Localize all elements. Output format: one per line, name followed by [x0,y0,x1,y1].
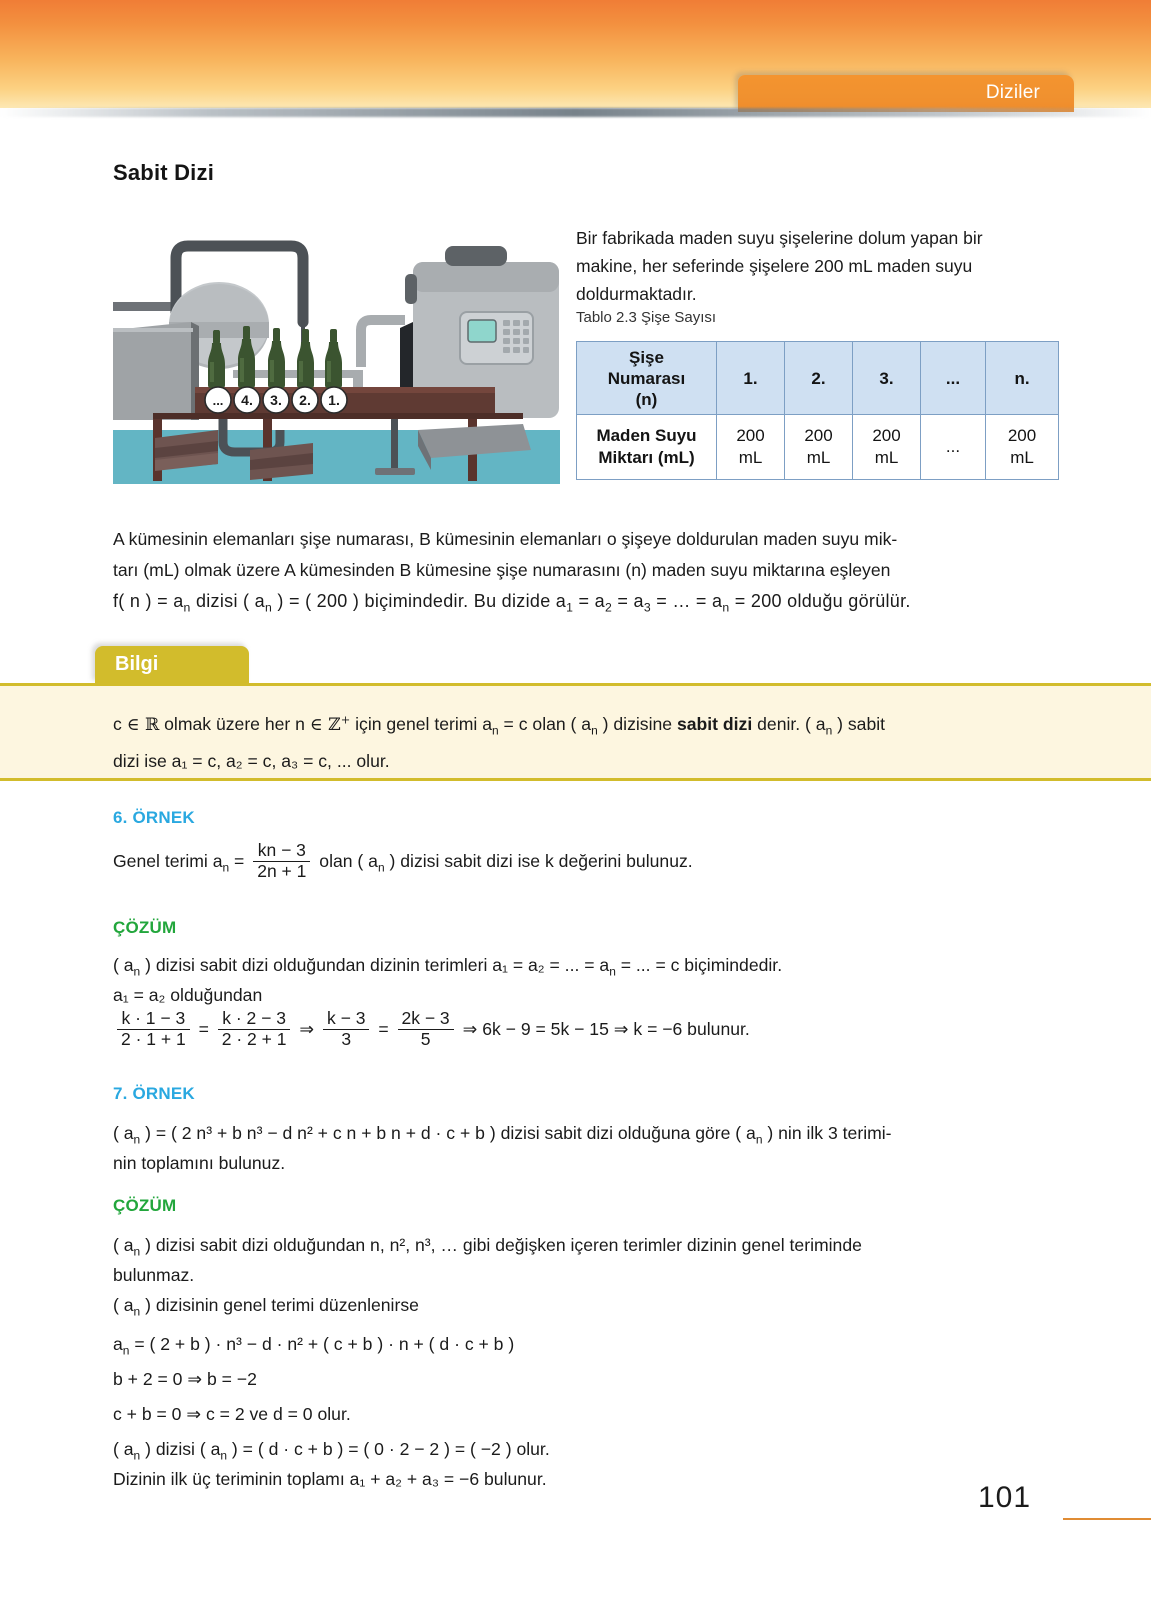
equals-sign-2: = [378,1018,389,1039]
fraction-numerator: k · 2 − 3 [222,1008,286,1028]
bilgi-frag-g: ) sabit [832,713,886,734]
table-header-value-3: 3. [853,342,921,415]
paragraph-line-2: tarı (mL) olmak üzere A kümesinden B kümesine şişe numarasını (n) maden suyu miktarına eşleyen [113,560,891,580]
q6-eq: = [229,850,250,871]
fraction-kn-3-over-2n-1 [253,841,310,881]
bilgi-text [113,704,1033,777]
cell-number: 200 [872,426,901,445]
cell-number: 200 [1007,426,1037,445]
header-shadow-divider [0,108,1151,117]
fraction-k1-3 [117,1009,190,1049]
svg-text:2.: 2. [299,392,311,408]
bilgi-tab [95,646,249,683]
header-line-1: Şişe [629,347,664,367]
fraction-denominator: 2 · 2 + 1 [218,1029,291,1050]
example-7-solution-heading: ÇÖZÜM [113,1196,177,1215]
table-header-value-1: 1. [717,342,785,415]
bilgi-tab-label: Bilgi [115,653,159,675]
s7-frag-i: ) = ( d · c + b ) = ( 0 · 2 − 2 ) = ( −2 ) olur. [227,1439,550,1459]
table-cell-value-ellipsis: ... [921,415,986,480]
table-header-value-2: 2. [785,342,853,415]
q6-suffix2: ) dizisi sabit dizi ise k değerini bulunuz. [384,850,693,871]
bilgi-box [0,683,1151,781]
table-caption: Tablo 2.3 Şişe Sayısı [576,309,717,326]
paragraph-line-1: A kümesinin elemanları şişe numarası, B kümesinin elemanları o şişeye doldurulan maden suyu mik- [113,529,898,549]
intro-paragraph: Bir fabrikada maden suyu şişelerine dolum yapan bir makine, her seferinde şişelere 200 mL maden suyu doldurmaktadır. [576,227,983,304]
example-7-heading: 7. ÖRNEK [113,1084,195,1103]
bottle-number-badges [205,387,347,413]
q7-frag-c: ) nin ilk 3 terimi- [762,1123,892,1143]
implies-sign-1: ⇒ [299,1018,315,1039]
s7-frag-b: ) dizisi sabit dizi olduğundan n, n², n³, … gibi değişken içeren terimler dizinin genel teriminde [140,1235,862,1255]
paragraph-line-3: f( n ) = $a_n$ dizisi ( $a_n$ ) = ( 200 ) biçimindedir. Bu dizide $a_1 = a_2 = a_3$ = … = $a_n = 200$ olduğu görülür. [113,591,911,615]
page-title: Sabit Dizi [113,160,215,186]
fraction-numerator: 2k − 3 [401,1008,450,1028]
bilgi-frag-e: ) dizisine [597,713,677,734]
cell-number: 200 [804,426,833,445]
bilgi-frag-a: c [113,713,127,734]
bilgi-frag-f: denir. ( a [752,713,826,734]
table-cell-value-n [986,415,1059,480]
factory-illustration [113,202,560,484]
example-7-solution-line-5: b + 2 = 0 ⇒ b = −2 [113,1369,257,1389]
formula-tail: = 200 olduğu görülür. [729,591,911,611]
q6-sub: n [222,860,230,875]
q6-prefix: Genel terimi a [113,850,223,871]
formula-prefix: f( n ) = a [113,591,184,611]
fraction-denominator: 5 [398,1029,454,1050]
example-7-solution-line-4: $a_n$ = ( 2 + b ) · n³ − d · n² + ( c + b ) · n + ( d · c + b ) [113,1334,515,1358]
cell-unit: mL [738,448,763,467]
svg-text:3.: 3. [270,392,282,408]
table-header-value-n: n. [986,342,1059,415]
table-cell-value-3 [853,415,921,480]
bilgi-line-1: c ∈ ℝ olmak üzere her n ∈ ℤ+ için genel terimi $a_n = c$ olan ( $a_n$ ) dizisine sabit dizi denir. ( $a_n$ ) sabit [113,712,886,738]
chapter-tab [738,75,1074,112]
q7-frag-b: ) = ( 2 n³ + b n³ − d n² + c n + b n + d · c + b ) dizisi sabit dizi olduğuna göre ( a [140,1123,756,1143]
example-6-heading: 6. ÖRNEK [113,808,195,827]
example-7-solution-line-2: bulunmaz. [113,1265,195,1285]
s7-frag-a: ( a [113,1235,134,1255]
rowlabel-line-1: Maden Suyu [596,426,697,445]
fraction-numerator: k − 3 [327,1008,366,1028]
example-7-solution-line-8: Dizinin ilk üç teriminin toplamı a₁ + a₂ + a₃ = −6 bulunur. [113,1469,547,1489]
example-6-solution-equation [113,1010,1033,1050]
s7-frag-d: ) dizisinin genel terimi düzenlenirse [140,1295,419,1315]
table-cell-value-2 [785,415,853,480]
rowlabel-line-2: Miktarı (mL) [598,448,695,467]
fraction-denominator: 3 [323,1029,369,1050]
page-number-rule [1063,1518,1151,1520]
fraction-2k-3-over-5 [398,1009,454,1049]
bilgi-line-2: dizi ise a₁ = c, a₂ = c, a₃ = c, ... olur. [113,751,390,772]
fraction-k2-3 [218,1009,291,1049]
page-number: 101 [978,1481,1032,1514]
bilgi-frag-b: olmak üzere her n [159,713,310,734]
table-cell-value-1 [717,415,785,480]
fraction-denominator: 2 · 1 + 1 [117,1029,190,1050]
cell-number: 200 [736,426,765,445]
chapter-tab-label: Diziler [985,82,1040,103]
cell-unit: mL [806,448,831,467]
example-6-question: Genel terimi $a_n$ = $\frac{kn - 3}{2n + 1}$ olan ( $a_n$ ) dizisi sabit dizi ise k değerini bulunuz. [113,840,693,881]
table-rowlabel-water-amount [577,415,717,480]
formula-sub-n2: n [264,600,273,615]
example-6-solution-line-1: ( $a_n$ ) dizisi sabit dizi olduğundan dizinin terimleri a₁ = a₂ = ... = $a_n$ = ... = c biçimindedir. [113,955,783,979]
example-6-solution-heading: ÇÖZÜM [113,918,177,937]
q6-suffix: olan ( a [314,850,378,871]
s7-frag-e: a [113,1334,123,1354]
header-line-3: (n) [635,389,658,409]
example-6-solution-line-2: a₁ = a₂ olduğundan [113,985,263,1005]
formula-sub-n: n [183,600,191,615]
svg-text:4.: 4. [241,392,253,408]
formula-mid2: ) = ( 200 ) biçimindedir. Bu dizide a [272,591,567,611]
set-description-paragraph [113,524,1029,624]
bilgi-frag-c: için genel terimi a [350,713,493,734]
example-7-solution-line-7: ( $a_n$ ) dizisi ( $a_n$ ) = ( d · c + b ) = ( 0 · 2 − 2 ) = ( −2 ) olur. [113,1439,550,1463]
table-header-value-ellipsis: ... [921,342,986,415]
fraction-k-3-over-3 [323,1009,369,1049]
svg-text:...: ... [212,393,224,408]
factory-illustration-svg [113,202,560,484]
positive-integers-symbol: ∈ ℤ+ [309,712,351,735]
formula-mid: dizisi ( a [190,591,265,611]
bilgi-frag-d: = c olan ( a [498,713,592,734]
bottle-count-table [576,341,1059,480]
s6-frag-b: ) dizisi sabit dizi olduğundan dizinin terimleri a₁ = a₂ = ... = a [140,955,610,975]
example-7-solution-line-1: ( $a_n$ ) dizisi sabit dizi olduğundan n, n², n³, … gibi değişken içeren terimler dizinin genel teriminde [113,1235,862,1259]
table-header-bottle-number [577,342,717,415]
example-7-solution-line-6: c + b = 0 ⇒ c = 2 ve d = 0 olur. [113,1404,351,1424]
fraction-denominator: 2n + 1 [253,861,310,882]
table-row [577,342,1059,415]
bilgi-bold-term: sabit dizi [676,713,753,734]
cell-unit: mL [874,448,899,467]
s7-frag-f: = ( 2 + b ) · n³ − d · n² + ( c + b ) · n + ( d · c + b ) [129,1334,515,1354]
s6-frag-c: = ... = c biçimindedir. [615,955,783,975]
fraction-numerator: k · 1 − 3 [121,1008,186,1028]
example-7-solution-line-3: ( $a_n$ ) dizisinin genel terimi düzenlenirse [113,1295,419,1319]
table-row [577,415,1059,480]
example-7-question-line-2: nin toplamını bulunuz. [113,1153,286,1173]
q7-frag-a: ( a [113,1123,134,1143]
s6-frag-a: ( a [113,955,134,975]
cell-unit: mL [1010,448,1034,467]
header-line-2: Numarası [607,368,686,388]
s6-tail: ⇒ 6k − 9 = 5k − 15 ⇒ k = −6 bulunur. [462,1018,750,1039]
s7-frag-c: ( a [113,1295,134,1315]
example-7-question-line-1: ( $a_n$ ) = ( 2 n³ + b n³ − d n² + c n + b n + d · c + b ) dizisi sabit dizi olduğuna göre ( $a_n$ ) nin ilk 3 terimi- [113,1123,892,1147]
svg-text:1.: 1. [328,392,340,408]
fraction-numerator: kn − 3 [257,840,306,860]
real-numbers-symbol: ∈ ℝ [126,714,160,735]
equals-sign-1: = [198,1018,209,1039]
s7-frag-h: ) dizisi ( a [140,1439,221,1459]
s7-frag-g: ( a [113,1439,134,1459]
